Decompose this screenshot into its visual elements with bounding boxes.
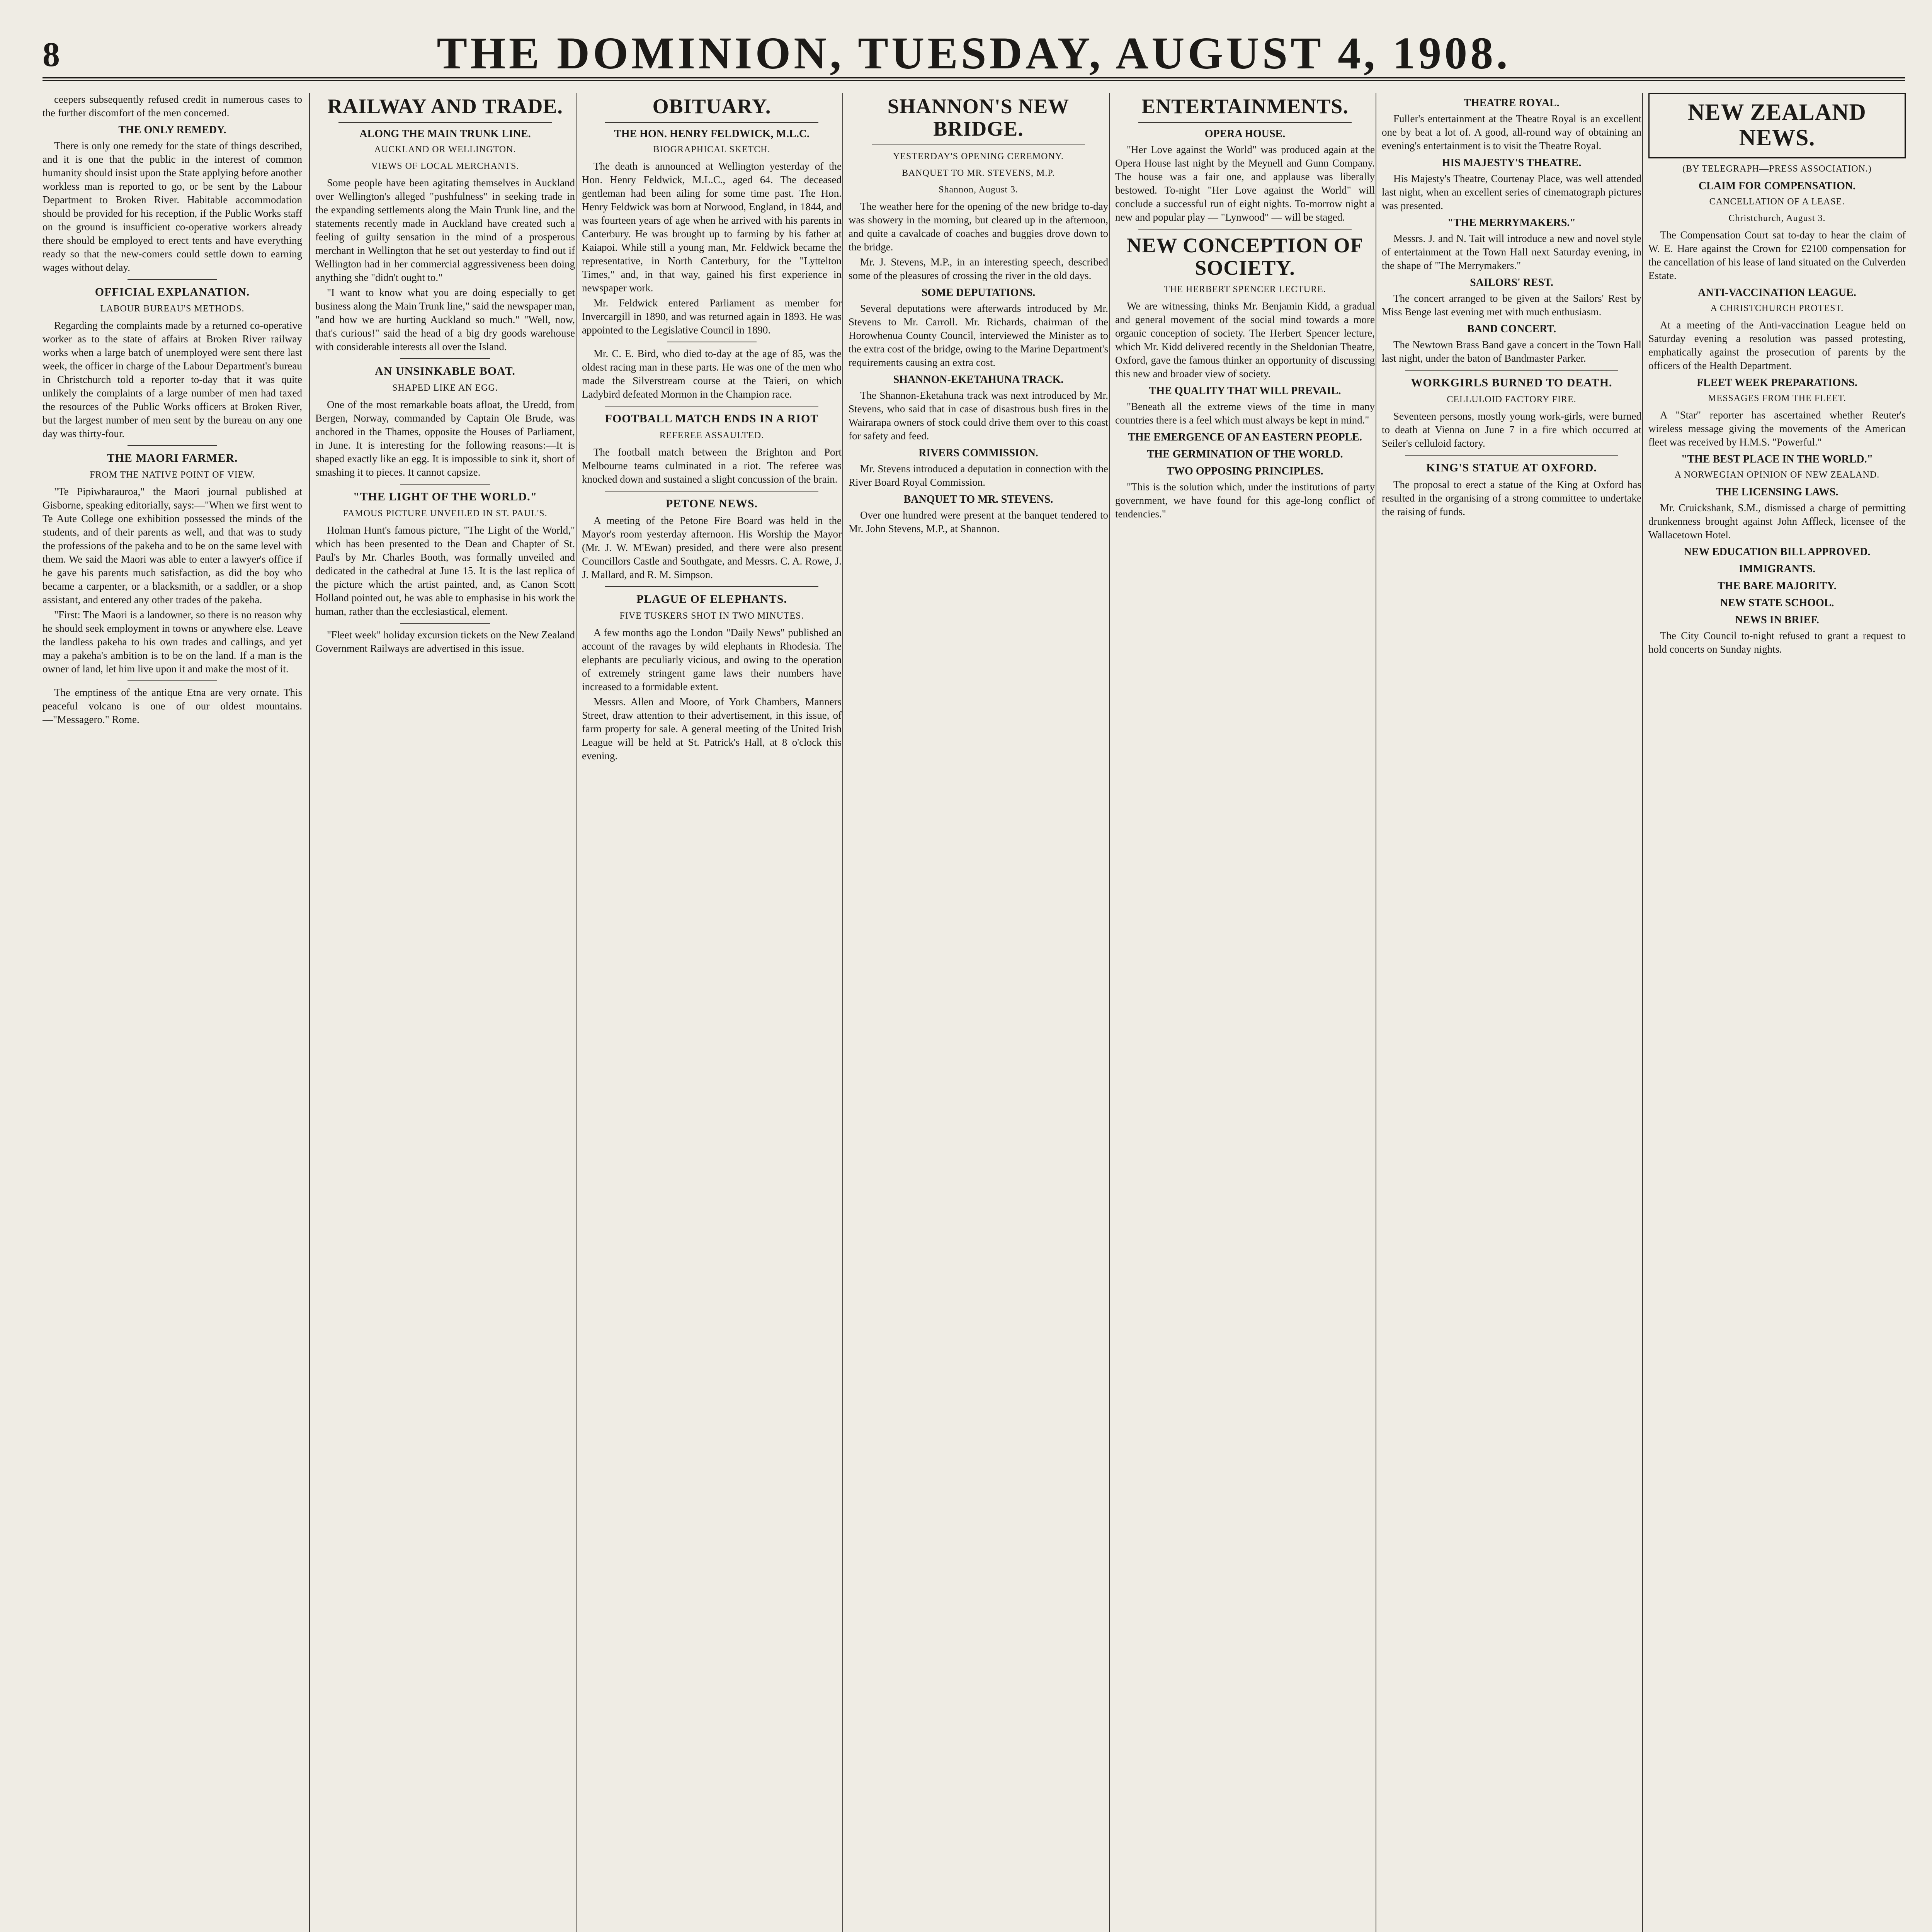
subheading: BANQUET TO MR. STEVENS, M.P.: [901, 168, 1055, 178]
column-6: [1376, 93, 1641, 1932]
headline-new-conception: NEW CONCEPTION OF SOCIETY.: [1126, 234, 1364, 279]
article-text: Several deputations were afterwards introduced by Mr. Stevens to Mr. Carroll. Mr. Richards, chairman of the Horowhenua County Council, interviewed the Minister as to the extra cost of the bridge, owing to the Marine Department's requirements causing an extra cost.: [849, 303, 1108, 368]
article-text: Regarding the complaints made by a returned co-operative worker as to the state of affairs at Broken River railway works when a large batch of unemployed were sent there last week, the officer in charge of the Labour Department's bureau in Christchurch told a reporter to-day that it was quite unlikely the complaints of a large number of men had taxed the resources of the Public Works officers at Broken River, but the largest number of men sent by the bureau on any one day was thirty-four.: [43, 320, 302, 439]
article-text: Seventeen persons, mostly young work-girls, were burned to death at Vienna on June 7 in a fire which occurred at Seiler's celluloid factory.: [1382, 410, 1641, 449]
subheading: SAILORS' REST.: [1470, 277, 1553, 289]
subheading: FAMOUS PICTURE UNVEILED IN ST. PAUL'S.: [343, 509, 548, 519]
article-text: The City Council to-night refused to grant a request to hold concerts on Sunday nights.: [1648, 630, 1906, 655]
subheading: A CHRISTCHURCH PROTEST.: [1710, 303, 1844, 313]
divider: [605, 122, 818, 123]
divider: [605, 586, 818, 587]
article-text: Mr. Cruickshank, S.M., dismissed a charge of permitting drunkenness brought against John Affleck, licensee of the Wallacetown Hotel.: [1648, 502, 1906, 541]
subheading: NEW STATE SCHOOL.: [1720, 597, 1834, 609]
article-text: "I want to know what you are doing especially to get business along the Main Trunk line," said the newspaper man, "and how we are hurting Auckland so much." "Well, now, that's curious!" said the head of a big dry goods warehouse with considerable interests all over the Island.: [315, 287, 575, 352]
headline-official: OFFICIAL EXPLANATION.: [95, 286, 250, 298]
divider: [1138, 122, 1352, 123]
article-text: ceepers subsequently refused credit in numerous cases to the further discomfort of the men concerned.: [43, 94, 302, 119]
subheading: YESTERDAY'S OPENING CEREMONY.: [893, 151, 1064, 162]
article-text: "Fleet week" holiday excursion tickets on the New Zealand Government Railways are advertised in this issue.: [315, 629, 575, 654]
subheading: THE GERMINATION OF THE WORLD.: [1147, 448, 1343, 460]
article-text: "Her Love against the World" was produced again at the Opera House last night by the Meynell and Gunn Company. The house was a fair one, and applause was liberally bestowed. To-night "Her Love against the World" will conclude a successful run of eight nights. To-morrow night a new and popular play — "Lynwood" — will be staged.: [1115, 144, 1375, 223]
subheading: OPERA HOUSE.: [1204, 128, 1286, 140]
article-text: The Shannon-Eketahuna track was next introduced by Mr. Stevens, who said that in case of disastrous bush fires in the Wairarapa owners of stock could drive them over to this coast for safety and feed.: [849, 389, 1108, 442]
subheading: BIOGRAPHICAL SKETCH.: [653, 145, 770, 155]
subheading: A NORWEGIAN OPINION OF NEW ZEALAND.: [1674, 470, 1880, 480]
article-text: The football match between the Brighton and Port Melbourne teams culminated in a riot. The referee was knocked down and sustained a slight concussion of the brain.: [582, 446, 842, 485]
article-text: Fuller's entertainment at the Theatre Royal is an excellent one by beat a lot of. A good, all-round way of obtaining an evening's entertainment is to visit the Theatre Royal.: [1382, 113, 1641, 151]
article-text: We are witnessing, thinks Mr. Benjamin Kidd, a gradual and general movement of the social mind towards a more organic conception of society. The Herbert Spencer lecture, which Mr. Kidd delivered recently in the Sheldonian Theatre, Oxford, gave the famous thinker an opportunity of discussing this new and broader view of society.: [1115, 300, 1375, 379]
headline-entertainments: ENTERTAINMENTS.: [1141, 95, 1349, 118]
headline-kings-statue: KING'S STATUE AT OXFORD.: [1426, 461, 1597, 474]
divider: [128, 445, 217, 446]
page-number: 8: [43, 36, 60, 74]
divider: [400, 623, 490, 624]
headline-nz-news: NEW ZEALAND NEWS.: [1688, 99, 1866, 150]
credit-line: (BY TELEGRAPH—PRESS ASSOCIATION.): [1682, 164, 1872, 174]
subheading: FROM THE NATIVE POINT OF VIEW.: [90, 470, 255, 480]
subheading: RIVERS COMMISSION.: [918, 447, 1038, 459]
divider: [128, 680, 217, 681]
article-text: His Majesty's Theatre, Courtenay Place, was well attended last night, when an excellent series of cinematograph pictures was presented.: [1382, 173, 1641, 211]
article-text: A few months ago the London "Daily News" published an account of the ravages by wild elephants in Rhodesia. The elephants are peculiarly vicious, and owing to the operation of extremely stringent game laws their numbers have increased to a formidable extent.: [582, 627, 842, 692]
subheading: AUCKLAND OR WELLINGTON.: [374, 145, 516, 155]
columns: [43, 93, 1905, 1932]
divider: [400, 358, 490, 359]
subheading: REFEREE ASSAULTED.: [659, 430, 764, 440]
subheading: THE QUALITY THAT WILL PREVAIL.: [1149, 385, 1341, 397]
article-text: Mr. Feldwick entered Parliament as member for Invercargill in 1890, and was returned again in 1893. He was appointed to the Legislative Council in 1890.: [582, 297, 842, 336]
subheading: FIVE TUSKERS SHOT IN TWO MINUTES.: [619, 611, 804, 621]
divider: [128, 279, 217, 280]
subheading: CANCELLATION OF A LEASE.: [1709, 197, 1845, 207]
column-4: [842, 93, 1108, 1932]
article-text: The death is announced at Wellington yesterday of the Hon. Henry Feldwick, M.L.C., aged 64. The deceased gentleman had been ailing for some time past. The Hon. Henry Feldwick was born at Norwood, England, in 1844, and was fourteen years of age when he arrived with his parents in Canterbury. He was brought up to farming by his father at Kaiapoi. While still a young man, Mr. Feldwick became the representative, in North Canterbury, for the "Lyttelton Times," and, in that way, gained his first experience in newspaper work.: [582, 160, 842, 294]
divider: [1405, 455, 1618, 456]
newspaper-title: THE DOMINION, TUESDAY, AUGUST 4, 1908.: [437, 28, 1511, 78]
article-text: Some people have been agitating themselves in Auckland over Wellington's alleged "pushfulness" in seeking trade in the expanding settlements along the Main Trunk line, and the statements recently made in Auckland have created such a feeling of guilty sensation in the mind of a prosperous merchant in Wellington that he set out yesterday to find out if Wellington had in her commercial aggressiveness been doing anything she "didn't ought to.": [315, 177, 575, 283]
subheading: LABOUR BUREAU'S METHODS.: [100, 304, 245, 314]
section-box: [1648, 93, 1906, 158]
article-text: Mr. C. E. Bird, who died to-day at the age of 85, was the oldest racing man in these parts. He was one of the men who made the Silverstream course at the Taieri, on which Ladybird defeated Mormon in the Champion race.: [582, 348, 842, 400]
headline-obituary: OBITUARY.: [652, 95, 771, 118]
headline-maori-farmer: THE MAORI FARMER.: [107, 452, 238, 464]
subheading: SOME DEPUTATIONS.: [921, 287, 1036, 299]
article-text: The emptiness of the antique Etna are very ornate. This peaceful volcano is one of our oldest mountains. —"Messagero." Rome.: [43, 687, 302, 725]
subheading: CELLULOID FACTORY FIRE.: [1447, 395, 1577, 405]
dateline: Shannon, August 3.: [938, 185, 1018, 195]
column-3: [576, 93, 842, 1932]
subheading: BANQUET TO MR. STEVENS.: [903, 493, 1053, 505]
column-1: [43, 93, 302, 1932]
article-text: Mr. J. Stevens, M.P., in an interesting speech, described some of the pleasures of crossing the river in the old days.: [849, 256, 1108, 281]
subheading: MESSAGES FROM THE FLEET.: [1708, 393, 1846, 403]
subheading: SHAPED LIKE AN EGG.: [392, 383, 498, 393]
divider: [1138, 229, 1352, 230]
headline-football-riot: FOOTBALL MATCH ENDS IN A RIOT: [605, 412, 819, 425]
subheading: TWO OPPOSING PRINCIPLES.: [1167, 465, 1323, 477]
divider: [605, 491, 818, 492]
subheading: CLAIM FOR COMPENSATION.: [1698, 180, 1856, 192]
article-text: Messrs. Allen and Moore, of York Chambers, Manners Street, draw attention to their advertisement, in this issue, of farm property for sale. A general meeting of the United Irish League will be held at St. Patrick's Hall, at 8 o'clock this evening.: [582, 696, 842, 762]
article-text: The proposal to erect a statue of the King at Oxford has resulted in the organising of a strong committee to undertake the raising of funds.: [1382, 479, 1641, 517]
article-text: Messrs. J. and N. Tait will introduce a new and novel style of entertainment at the Town Hall next Saturday evening, in the shape of "The Merrymakers.": [1382, 233, 1641, 271]
headline-light-of-world: "THE LIGHT OF THE WORLD.": [353, 490, 537, 503]
subheading: THE EMERGENCE OF AN EASTERN PEOPLE.: [1128, 431, 1362, 443]
headline-workgirls: WORKGIRLS BURNED TO DEATH.: [1411, 376, 1612, 389]
subheading: FLEET WEEK PREPARATIONS.: [1697, 377, 1857, 389]
subheading: IMMIGRANTS.: [1738, 563, 1816, 575]
article-text: "Te Pipiwharauroa," the Maori journal published at Gisborne, speaking editorially, says:—"When we first went to Te Aute College one exhibition possessed the minds of the students, and of their parents as well, and that was to study the professions of the pakeha and to be on the same level with them. We said the Maori was able to enter a lawyer's office if he gave his parents much satisfaction, as did the boy who became a carpenter, or a blacksmith, or a saddler, or a shop assistant, and entered any other trades of the pakeha.: [43, 486, 302, 605]
subheading: "THE MERRYMAKERS.": [1447, 217, 1576, 229]
subheading: THE ONLY REMEDY.: [118, 124, 226, 136]
headline-unsinkable-boat: AN UNSINKABLE BOAT.: [375, 365, 515, 378]
article-text: One of the most remarkable boats afloat, the Uredd, from Bergen, Norway, commanded by Captain Ole Brude, was anchored in the Thames, opposite the Houses of Parliament, in June. It is interesting for the following reasons:—It is shaped exactly like an egg. It is impossible to sink it, short of smashing it to pieces. It cannot capsize.: [315, 399, 575, 478]
article-text: "First: The Maori is a landowner, so there is no reason why he should seek employment in towns or anywhere else. Leave the landless pakeha to his own trades and callings, and yet may a pakeha's ambition is to be on the land. If a man is the owner of land, let him live upon it and make the most of it.: [43, 609, 302, 675]
article-text: The concert arranged to be given at the Sailors' Rest by Miss Benge last evening met with much enthusiasm.: [1382, 293, 1641, 318]
subheading: THE LICENSING LAWS.: [1716, 486, 1838, 498]
article-text: There is only one remedy for the state of things described, and it is one that the public in the interest of common humanity should insist upon the State applying before another workless man is reported to go, or be sent by the Labour Department to Broken River. Habitable accommodation should be provided for his reception, if the Public Works staff on the ground is insufficient co-operative workers already there should be employed to erect tents and have everything ready so that the new-comers could settle down to earning wages without delay.: [43, 140, 302, 273]
article-text: Mr. Stevens introduced a deputation in connection with the River Board Royal Commission.: [849, 463, 1108, 488]
article-text: The Compensation Court sat to-day to hear the claim of W. E. Hare against the Crown for £2100 compensation for the cancellation of his lease of land situated on the Culverden Estate.: [1648, 229, 1906, 281]
article-text: Holman Hunt's famous picture, "The Light of the World," which has been presented to the Dean and Chapter of St. Paul's by Mr. Charles Booth, was formally unveiled and dedicated in the cathedral at June 15. It is the last replica of the picture which the artist painted, and, as Canon Scott Holland pointed out, he was able to emphasise in his work the human, rather than the ecclesiastical, element.: [315, 524, 575, 617]
subheading: BAND CONCERT.: [1467, 323, 1556, 335]
divider: [1405, 370, 1618, 371]
subheading: ANTI-VACCINATION LEAGUE.: [1698, 287, 1856, 299]
article-text: The Newtown Brass Band gave a concert in the Town Hall last night, under the baton of Bandmaster Parker.: [1382, 339, 1641, 364]
subheading: HIS MAJESTY'S THEATRE.: [1442, 157, 1582, 169]
subheading: THEATRE ROYAL.: [1464, 97, 1560, 109]
subheading: NEW EDUCATION BILL APPROVED.: [1684, 546, 1871, 558]
headline-railway-trade: RAILWAY AND TRADE.: [327, 95, 563, 118]
subheading: NEWS IN BRIEF.: [1735, 614, 1819, 626]
subheading: ALONG THE MAIN TRUNK LINE.: [359, 128, 531, 140]
subheading: "THE BEST PLACE IN THE WORLD.": [1681, 453, 1873, 465]
subheading: THE BARE MAJORITY.: [1718, 580, 1837, 592]
article-text: The weather here for the opening of the new bridge to-day was showery in the morning, but cleared up in the afternoon, and quite a cavalcade of coaches and buggies drove down to the bridge.: [849, 201, 1108, 253]
column-5: [1109, 93, 1375, 1932]
article-text: "Beneath all the extreme views of the time in many countries there is a feel which must always be kept in mind.": [1115, 401, 1375, 426]
headline-shannon-bridge: SHANNON'S NEW BRIDGE.: [887, 95, 1070, 140]
article-text: A "Star" reporter has ascertained whether Reuter's wireless message giving the movements of the American fleet was received by H.M.S. "Powerful.": [1648, 409, 1906, 448]
column-7: [1642, 93, 1906, 1932]
subheading: THE HON. HENRY FELDWICK, M.L.C.: [614, 128, 810, 140]
column-2: [309, 93, 575, 1932]
masthead: [43, 23, 1905, 81]
subheading: SHANNON-EKETAHUNA TRACK.: [893, 374, 1064, 386]
article-text: A meeting of the Petone Fire Board was held in the Mayor's room yesterday afternoon. His Worship the Mayor (Mr. J. W. M'Ewan) presided, and there were also present Councillors Castle and Southgate, and Messrs. C. A. Rowe, J. J. Mallard, and R. M. Simpson.: [582, 515, 842, 580]
headline-petone-news: PETONE NEWS.: [665, 497, 758, 510]
dateline: Christchurch, August 3.: [1728, 213, 1826, 223]
article-text: "This is the solution which, under the institutions of party government, we have found for this age-long conflict of tendencies.": [1115, 481, 1375, 520]
subheading: THE HERBERT SPENCER LECTURE.: [1164, 284, 1326, 294]
subheading: VIEWS OF LOCAL MERCHANTS.: [371, 161, 519, 171]
headline-plague-elephants: PLAGUE OF ELEPHANTS.: [636, 593, 787, 605]
divider: [400, 484, 490, 485]
article-text: At a meeting of the Anti-vaccination League held on Saturday evening a resolution was passed protesting, emphatically against the prosecution of parents by the officers of the Health Department.: [1648, 319, 1906, 371]
divider: [338, 122, 552, 123]
article-text: Over one hundred were present at the banquet tendered to Mr. John Stevens, M.P., at Shannon.: [849, 509, 1108, 534]
